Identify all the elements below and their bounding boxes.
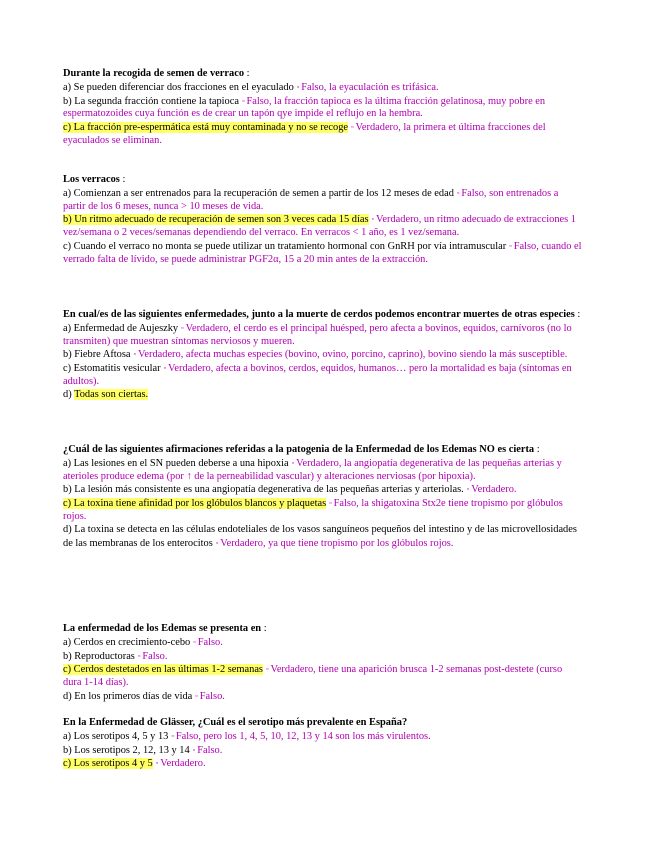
question-edema-pathogenesis: ¿Cuál de las siguientes afirmaciones referidas a la patogenia de la Enfermedad de los Edemas NO es cierta : a) Las lesiones en el SN pueden deberse a una hipoxia ▫ Verdadero, la angiopatía degenerativa de las pequeñas arterias y aterioles produce edema (por ↑ de la perneabilidad vascular) y alteraciones nerviosas (por hipoxia). b) La lesión más consistente es una angiopatía degenerativa de las pequeñas arterias y arteriolas. ▫ Verdadero. c) La toxina tiene afinidad por los glóbulos blancos y plaquetas ▫ Falso, la shigatoxina Stx2e tiene tropismo por glóbulos rojos. d) La toxina se detecta en las células endoteliales de los vasos sanguíneos pequeños del intestino y de las microvellosidades de las membranas de los enterocitos ▫ Verdadero, ya que tiene tropismo por los glóbulos rojos. <box>63 444 583 550</box>
answer-marker: ▫ <box>351 123 354 132</box>
question-glasser-serotype <box>63 717 583 771</box>
option-b: b) Un ritmo adecuado de recuperación de semen son 3 veces cada 15 días ▫ Verdadero, un ritmo adecuado de extracciones 1 vez/semana o 2 veces/semanas dependiendo del verraco. En verracos < 1 año, es 1 vez/semana. <box>63 214 576 239</box>
correct-option-highlight: c) Los serotipos 4 y 5 <box>63 758 153 770</box>
answer-marker: ▫ <box>195 691 198 700</box>
option-a: a) Enfermedad de Aujeszky ▫ Verdadero, el cerdo es el principal huésped, pero afecta a bovinos, equidos, carnívoros (no lo transmiten) que muestran síntomas nerviosos y mueren. <box>63 322 572 347</box>
answer-marker: ▫ <box>291 458 295 467</box>
question-semen-collection: Durante la recogida de semen de verraco : a) Se pueden diferenciar dos fracciones en el eyaculado ▫ Falso, la eyaculación es trifásica. b) La segunda fracción contiene la tapioca ▫ Falso, la fracción tapioca es la última fracción gelatinosa, muy pobre en espermatozoides cuya función es de crear un tapón qye impide el reflujo en la hembra. c) La fracción pre-espermática está muy contaminada y no se recoge ▫ Verdadero, la primera et última fracciones del eyaculados se eliminan. <box>63 68 583 148</box>
answer-marker: ▫ <box>466 485 470 494</box>
answer-marker: ▫ <box>155 759 159 768</box>
answer-marker: ▫ <box>163 364 167 373</box>
option-b: b) Fiebre Aftosa ▫ Verdadero, afecta muchas especies (bovino, ovino, porcino, caprino), bovino siendo la más susceptible. <box>63 349 568 361</box>
option-b: b) Los serotipos 2, 12, 13 y 14 ▫ Falso. <box>63 744 223 756</box>
question-boars: Los verracos : a) Comienzan a ser entrenados para la recuperación de semen a partir de los 12 meses de edad ▫ Falso, son entrenados a partir de los 6 meses, nunca > 10 meses de vida. b) Un ritmo adecuado de recuperación de semen son 3 veces cada 15 días ▫ Verdadero, un ritmo adecuado de extracciones 1 vez/semana o 2 veces/semanas dependiendo del verraco. En verracos < 1 año, es 1 vez/semana. c) Cuando el verraco no monta se puede utilizar un tratamiento hormonal con GnRH por vía intramuscular ▫ Falso, cuando el verrado falta de lívido, se puede administrar PGF2α, 15 a 20 min antes de la extracción. <box>63 174 582 265</box>
answer-marker: ▫ <box>215 538 219 547</box>
answer-marker: ▫ <box>296 82 300 91</box>
question-diseases-other-species: En cual/es de las siguientes enfermedades, junto a la muerte de cerdos podemos encontrar muertes de otras especies : a) Enfermedad de Aujeszky ▫ Verdadero, el cerdo es el principal huésped, pero afecta a bovinos, equidos, carnívoros (no lo transmiten) que muestran síntomas nerviosos y mueren. b) Fiebre Aftosa ▫ Verdadero, afecta muchas especies (bovino, ovino, porcino, caprino), bovino siendo la más susceptible. c) Estomatitis vesicular ▫ Verdadero, afecta a bovinos, cerdos, equidos, humanos… pero la mortalidad es baja (síntomas en adultos). d) Todas son ciertas. <box>63 309 583 402</box>
option-b: b) Reproductoras ▫ Falso. <box>63 650 168 662</box>
option-b: b) La lesión más consistente es una angiopatía degenerativa de las pequeñas arterias y arteriolas. ▫ Verdadero. <box>63 484 517 496</box>
option-a: a) Comienzan a ser entrenados para la recuperación de semen a partir de los 12 meses de edad ▫ Falso, son entrenados a partir de los 6 meses, nunca > 10 meses de vida. <box>63 187 559 212</box>
option-a: a) Los serotipos 4, 5 y 13 ▫ Falso, pero los 1, 4, 5, 10, 12, 13 y 14 son los más virulentos. <box>63 730 431 742</box>
answer-marker: ▫ <box>509 241 512 250</box>
answer-marker: ▫ <box>133 350 137 359</box>
correct-option-highlight: Todas son ciertas. <box>74 388 149 400</box>
answer-marker: ▫ <box>371 215 375 224</box>
option-c: c) Estomatitis vesicular ▫ Verdadero, afecta a bovinos, cerdos, equidos, humanos… pero la mortalidad es baja (síntomas en adultos). <box>63 363 572 387</box>
answer-marker: ▫ <box>192 745 196 754</box>
answer-marker: ▫ <box>193 637 196 646</box>
correct-option-highlight: c) La toxina tiene afinidad por los glóbulos blancos y plaquetas <box>63 498 327 510</box>
option-b: b) La segunda fracción contiene la tapioca ▫ Falso, la fracción tapioca es la última fracción gelatinosa, muy pobre en espermatozoides cuya función es de crear un tapón qye impide el reflujo en la hembra. <box>63 95 546 120</box>
answer-marker: ▫ <box>181 323 184 332</box>
option-c: c) La toxina tiene afinidad por los glóbulos blancos y plaquetas ▫ Falso, la shigatoxina Stx2e tiene tropismo por glóbulos rojos. <box>63 498 563 522</box>
option-c: c) La fracción pre-espermática está muy contaminada y no se recoge ▫ Verdadero, la primera et última fracciones del eyaculados se eliminan. <box>63 122 546 146</box>
correct-option-highlight: b) Un ritmo adecuado de recuperación de semen son 3 veces cada 15 días <box>63 214 369 226</box>
answer-marker: ▫ <box>171 731 174 740</box>
answer-marker: ▫ <box>137 651 141 660</box>
option-a: a) Cerdos en crecimiento-cebo ▫ Falso. <box>63 636 223 648</box>
answer-marker: ▫ <box>265 665 269 674</box>
question-edema-occurrence: La enfermedad de los Edemas se presenta en : a) Cerdos en crecimiento-cebo ▫ Falso. b) Reproductoras ▫ Falso. c) Cerdos destetados en las últimas 1-2 semanas ▫ Verdadero, tiene una aparición brusca 1-2 semanas post-destete (curso dura 1-14 días). d) En los primeros días de vida ▫ Falso. <box>63 623 583 704</box>
option-c: c) Los serotipos 4 y 5 ▫ Verdadero. <box>63 758 206 770</box>
option-a: a) Se pueden diferenciar dos fracciones en el eyaculado ▫ Falso, la eyaculación es trifásica. <box>63 81 439 93</box>
question-title: Durante la recogida de semen de verraco <box>63 68 245 79</box>
answer-marker: ▫ <box>329 499 332 508</box>
option-c: c) Cuando el verraco no monta se puede utilizar un tratamiento hormonal con GnRH por vía intramuscular ▫ Falso, cuando el verrado falta de lívido, se puede administrar PGF2α, 15 a 20 min antes de la extracción. <box>63 240 582 265</box>
option-c: c) Cerdos destetados en las últimas 1-2 semanas ▫ Verdadero, tiene una aparición brusca 1-2 semanas post-destete (curso dura 1-14 días). <box>63 664 563 689</box>
option-d: d) La toxina se detecta en las células endoteliales de los vasos sanguíneos pequeños del intestino y de las microvellosidades de las membranas de los enterocitos ▫ Verdadero, ya que tiene tropismo por los glóbulos rojos. <box>63 523 577 549</box>
answer-marker: ▫ <box>241 96 245 105</box>
option-d: d) En los primeros días de vida ▫ Falso. <box>63 690 225 702</box>
correct-option-highlight: c) La fracción pre-espermática está muy contaminada y no se recoge <box>63 122 349 134</box>
question-title: En cual/es de las siguientes enfermedades, junto a la muerte de cerdos podemos encontrar muertes de otras especies <box>63 309 575 320</box>
correct-option-highlight: c) Cerdos destetados en las últimas 1-2 semanas <box>63 664 263 676</box>
question-title: Los verracos <box>63 174 120 185</box>
option-d: d) Todas son ciertas. <box>63 388 149 400</box>
option-a: a) Las lesiones en el SN pueden deberse a una hipoxia ▫ Verdadero, la angiopatía degenerativa de las pequeñas arterias y aterioles produce edema (por ↑ de la perneabilidad vascular) y alteraciones nerviosas (por hipoxia). <box>63 457 562 482</box>
question-title: En la Enfermedad de Glässer, ¿Cuál es el serotipo más prevalente en España? <box>63 717 408 728</box>
answer-marker: ▫ <box>456 188 460 197</box>
question-title: La enfermedad de los Edemas se presenta en <box>63 623 262 634</box>
question-title: ¿Cuál de las siguientes afirmaciones referidas a la patogenia de la Enfermedad de los Edemas NO es cierta <box>63 444 535 455</box>
